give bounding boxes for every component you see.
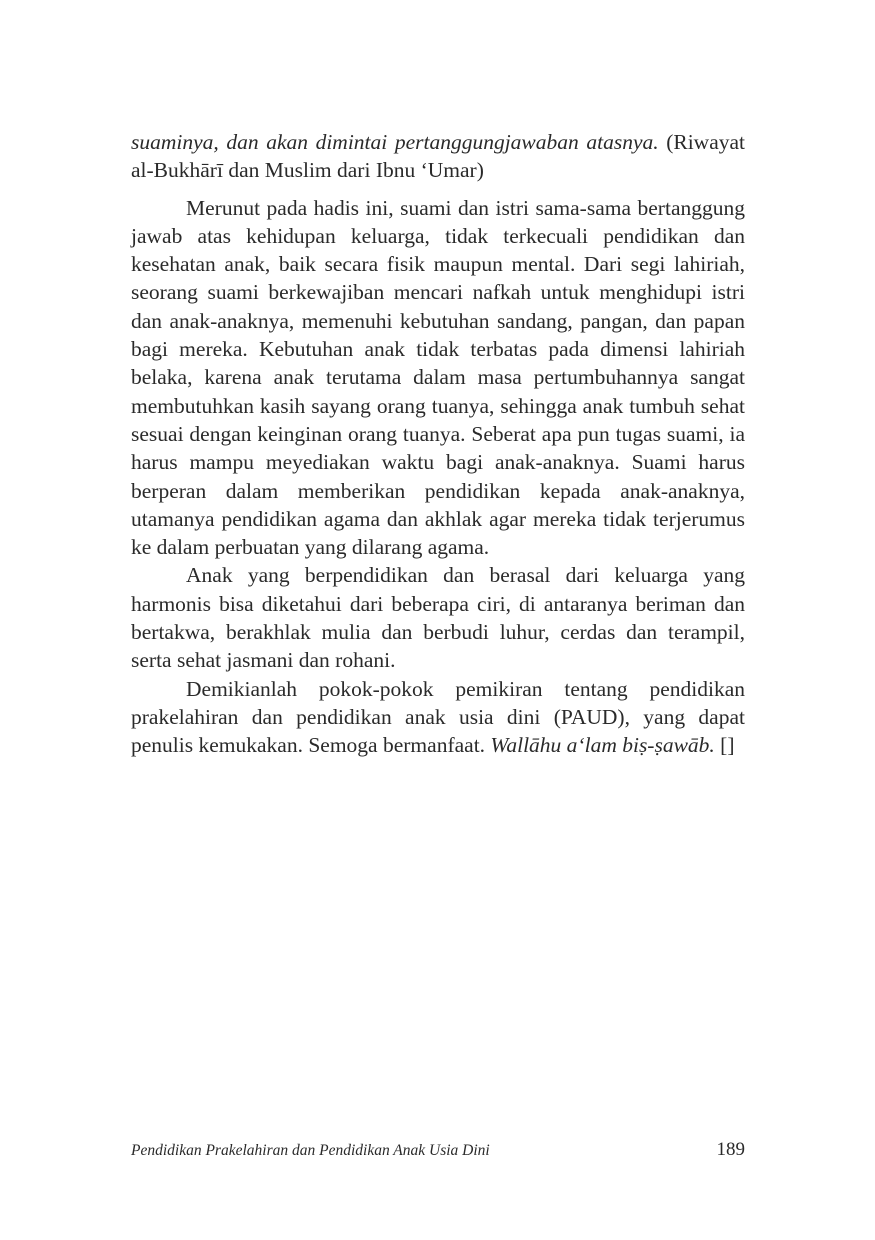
body-text	[131, 128, 745, 760]
closing-end-mark: []	[714, 733, 735, 758]
page-number: 189	[716, 1139, 745, 1160]
paragraph-1: Merunut pada hadis ini, suami dan istri sama-sama bertanggung jawab atas kehidupan keluarga, tidak terkecuali pendidikan dan kesehatan anak, baik secara fisik maupun mental. Dari segi lahiriah, seorang suami berkewajiban mencari nafkah untuk menghidupi istri dan anak-anaknya, memenuhi kebutuhan sandang, pangan, dan papan bagi mereka. Kebutuhan anak tidak terbatas pada dimensi lahiriah belaka, karena anak terutama dalam masa pertumbuhannya sangat membutuhkan kasih sayang orang tuanya, sehingga anak tumbuh sehat sesuai dengan keinginan orang tuanya. Seberat apa pun tugas suami, ia harus mampu meyediakan waktu bagi anak-anaknya. Suami harus berperan dalam memberikan pendidikan kepada anak-anaknya, utamanya pendidikan agama dan akhlak agar mereka tidak terjerumus ke dalam perbuatan yang dilarang agama.	[131, 195, 745, 560]
paragraph-closing	[131, 675, 745, 760]
hadith-quote-ending	[131, 128, 745, 185]
hadith-source: (Riwayat al-Bukhārī dan Muslim dari Ibnu ‘Umar)	[131, 130, 745, 183]
running-title: Pendidikan Prakelahiran dan Pendidikan Anak Usia Dini	[131, 1142, 490, 1159]
closing-italic-phrase: Wallāhu a‘lam biṣ-ṣawāb.	[490, 733, 715, 758]
closing-text: Demikianlah pokok-pokok pemikiran tentang pendidikan prakelahiran dan pendidikan anak usia dini (PAUD), yang dapat penulis kemukakan. Semoga bermanfaat.	[131, 676, 745, 758]
page-footer	[131, 1139, 745, 1161]
paragraph-2: Anak yang berpendidikan dan berasal dari keluarga yang harmonis bisa diketahui dari beberapa ciri, di antaranya beriman dan bertakwa, berakhlak mulia dan berbudi luhur, cerdas dan terampil, serta sehat jasmani dan rohani.	[131, 563, 745, 673]
hadith-quote-italic: suaminya, dan akan dimintai pertanggungjawaban atasnya.	[131, 130, 659, 154]
